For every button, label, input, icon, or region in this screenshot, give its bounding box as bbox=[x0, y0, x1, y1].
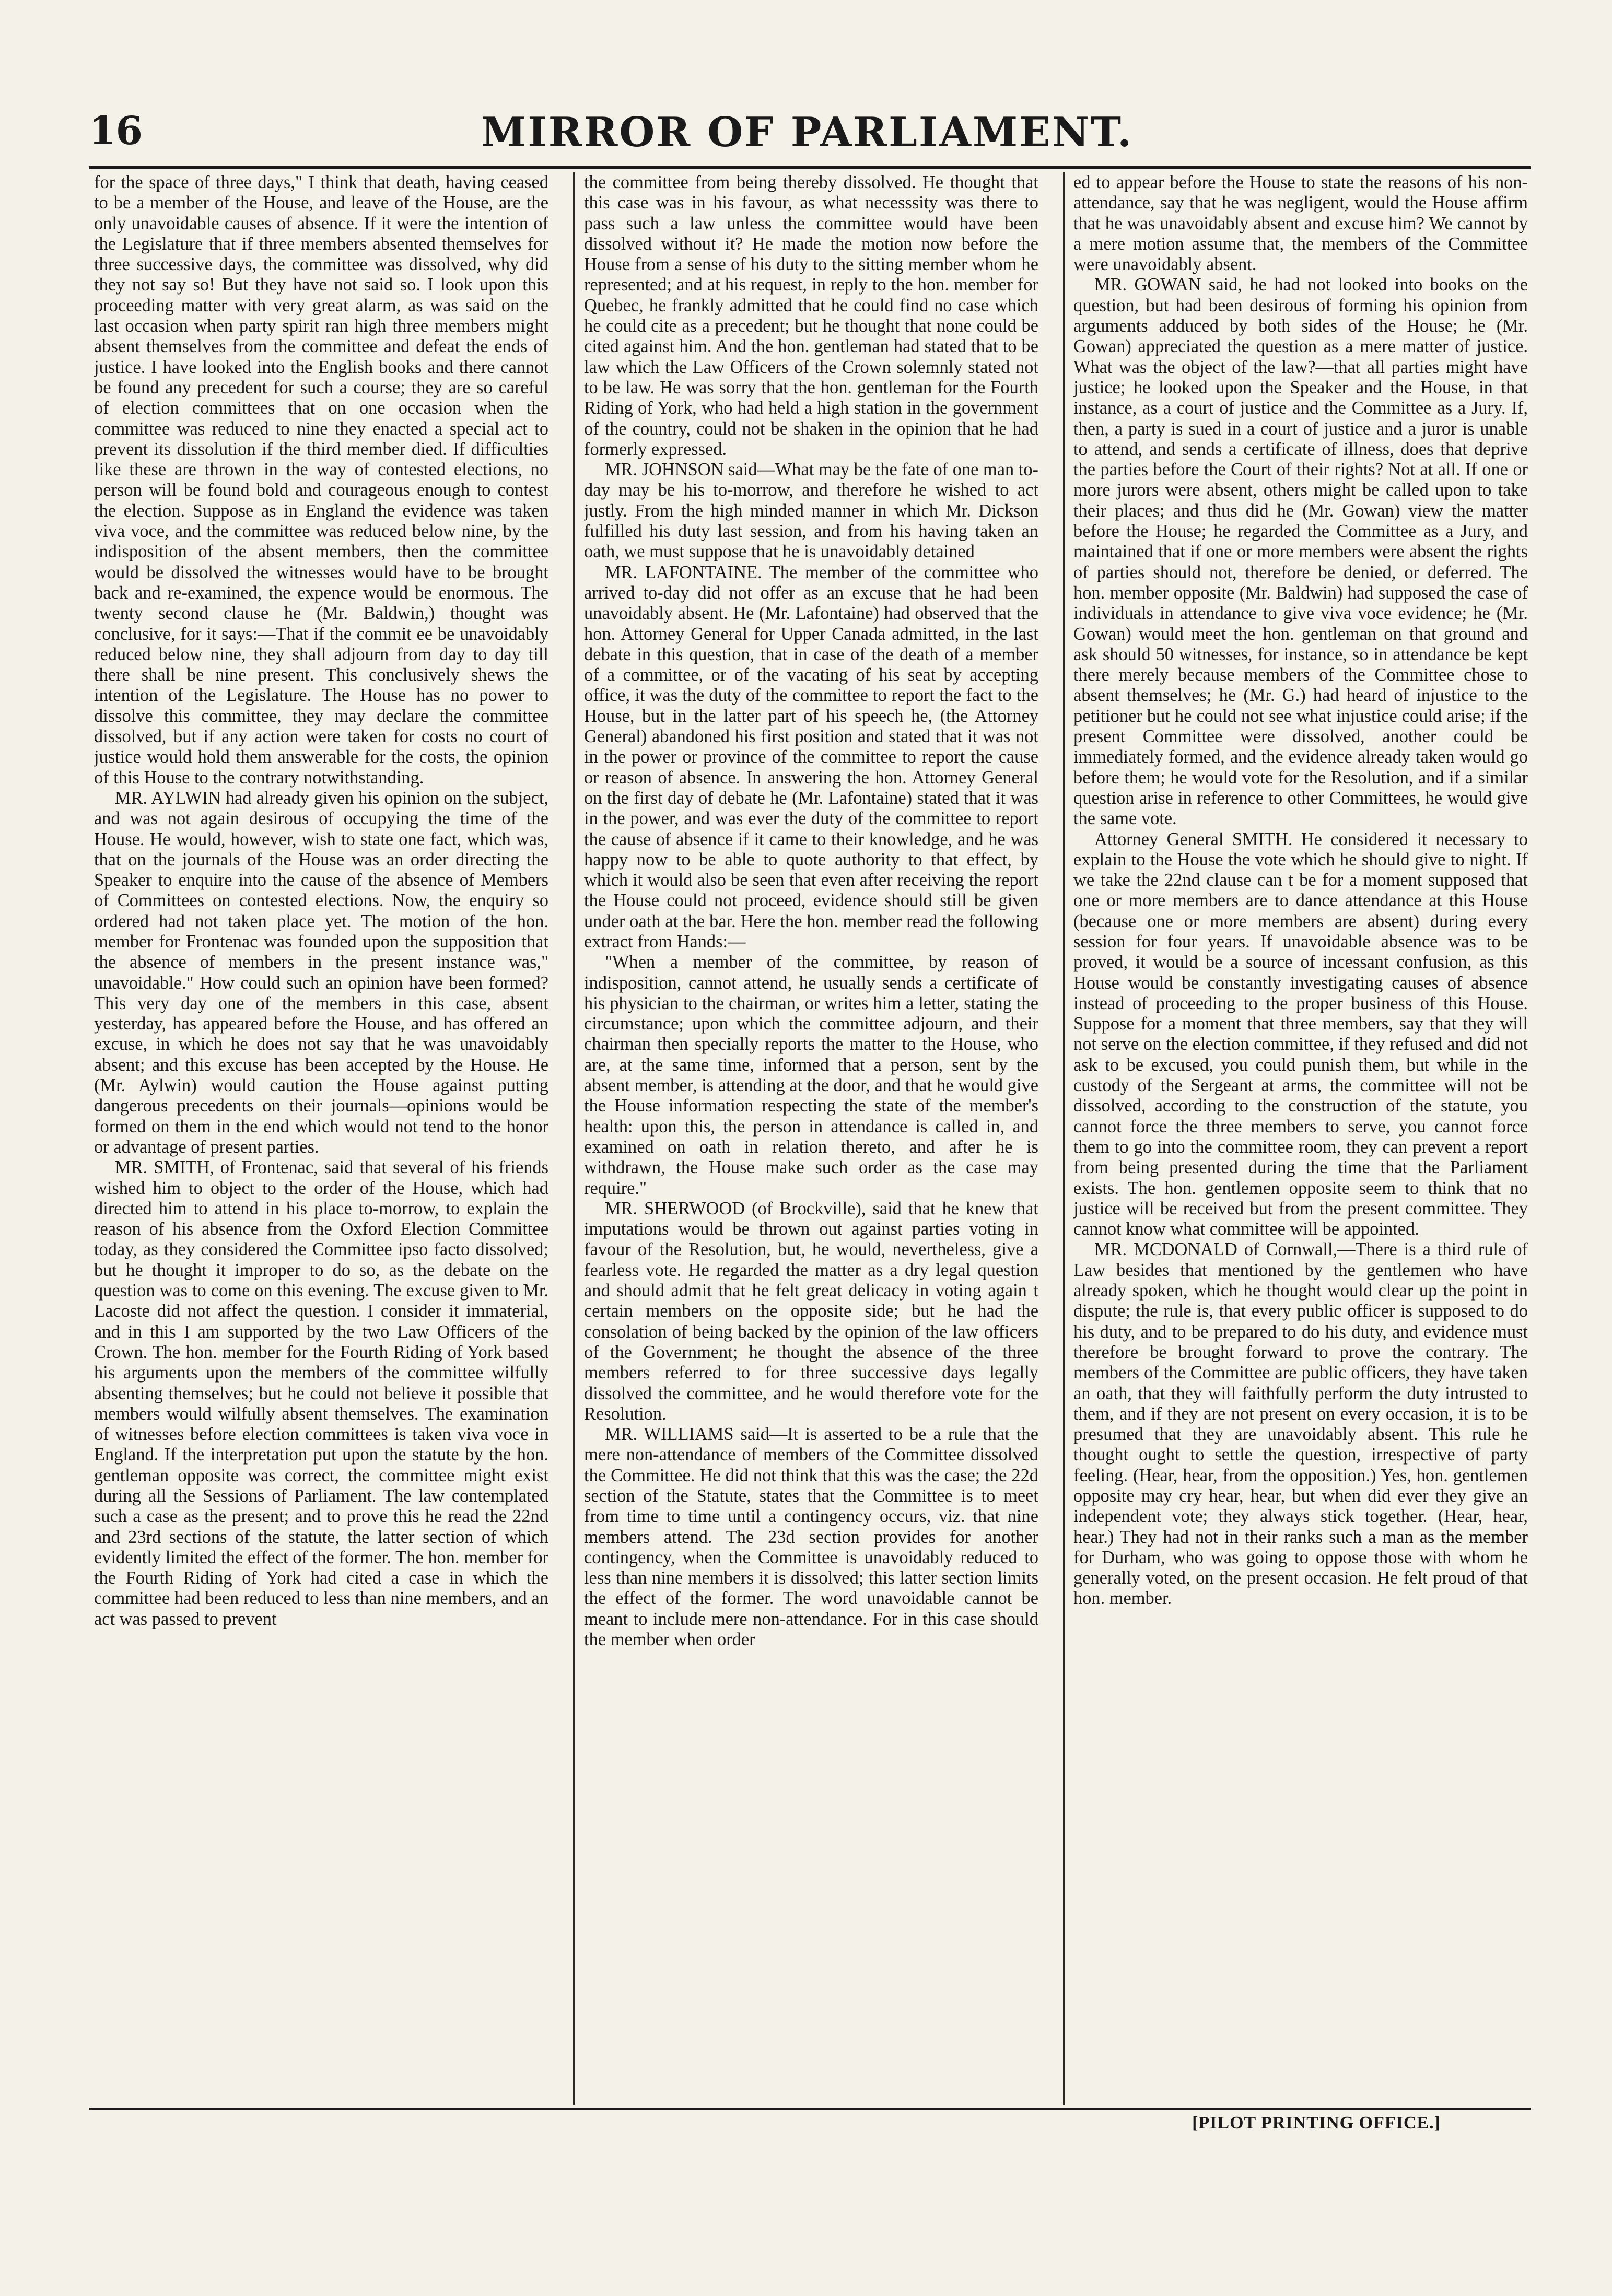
paragraph: MR. LAFONTAINE. The member of the committee who arrived to-day did not offer as an excuse that he had been unavoidably absent. He (Mr. Lafontaine) had observed that the hon. Attorney General for Upper Canada admitted, in the last debate in this question, that in case of the death of a member of a committee, or of the vacating of his seat by accepting office, it was the duty of the committee to report the fact to the House, but in the latter part of his speech he, (the Attorney General) abandoned his first position and stated that it was not in the power or province of the committee to report the cause or reason of absence. In answering the hon. Attorney General on the first day of debate he (Mr. Lafontaine) stated that it was in the power, and was ever the duty of the committee to report the cause of absence if it came to their knowledge, and he was happy now to be able to quote authority to that effect, by which it would also be seen that even after receiving the report the House could not proceed, evidence should still be given under oath at the bar. Here the hon. member read the following extract from Hands:— bbox=[584, 562, 1038, 952]
paragraph: the committee from being thereby dissolved. He thought that this case was in his favour, as what necesssity was there to pass such a law unless the committee would have been dissolved without it? He made the motion now before the House from a sense of his duty to the sitting member whom he represented; and at his request, in reply to the hon. member for Quebec, he frankly admitted that he could find no case which he could cite as a precedent; but he thought that none could be cited against him. And the hon. gentleman had stated that to be law which the Law Officers of the Crown solemnly stated not to be law. He was sorry that the hon. gentleman for the Fourth Riding of York, who had held a high station in the government of the country, could not be shaken in the opinion that he had formerly expressed. bbox=[584, 172, 1038, 459]
footer-rule bbox=[89, 2108, 1531, 2110]
quoted-extract: "When a member of the committee, by reason of indisposition, cannot attend, he usually sends a certificate of his physician to the chairman, or writes him a letter, stating the circumstance; upon which the committee adjourn, and their chairman then specially reports the matter to the House, who are, at the same time, informed that a person, sent by the absent member, is attending at the door, and that he would give the House information respecting the state of the member's health: upon this, the person in attendance is called in, and examined on oath in relation thereto, and after he is withdrawn, the House make such order as the case may require." bbox=[584, 952, 1038, 1198]
paragraph: MR. WILLIAMS said—It is asserted to be a rule that the mere non-attendance of members of the Committee dissolved the Committee. He did not think that this was the case; the 22d section of the Statute, states that the Committee is to meet from time to time until a contingency occurs, viz. that nine members attend. The 23d section provides for another contingency, when the Committee is unavoidably reduced to less than nine members it is dissolved; this latter section limits the effect of the former. The word unavoidable cannot be meant to include mere non-attendance. For in this case should the member when order bbox=[584, 1424, 1038, 1650]
page-number: 16 bbox=[89, 109, 143, 154]
paragraph: MR. AYLWIN had already given his opinion on the subject, and was not again desirous of occupying the time of the House. He would, however, wish to state one fact, which was, that on the journals of the House was an order directing the Speaker to enquire into the cause of the absence of Members of Committees on contested elections. Now, the enquiry so ordered had not taken place yet. The motion of the hon. member for Frontenac was founded upon the supposition that the absence of members in the present instance was," unavoidable." How could such an opinion have been formed? This very day one of the members in this case, absent yesterday, has appeared before the House, and has offered an excuse, in which he does not say that he was unavoidably absent; and this excuse has been accepted by the House. He (Mr. Aylwin) would caution the House against putting dangerous precedents on their journals—opinions would be formed on them in the end which would not tend to the honor or advantage of present parties. bbox=[94, 788, 548, 1157]
paragraph: MR. MCDONALD of Cornwall,—There is a third rule of Law besides that mentioned by the gentlemen who have already spoken, which he thought would clear up the point in dispute; the rule is, that every public officer is supposed to do his duty, and to be prepared to do his duty, and evidence must therefore be brought forward to prove the contrary. The members of the Committee are public officers, they have taken an oath, that they will faithfully perform the duty intrusted to them, and if they are not present on every occasion, it is to be presumed that they are unavoidably absent. This rule he thought ought to settle the question, irrespective of party feeling. (Hear, hear, from the opposition.) Yes, hon. gentlemen opposite may cry hear, hear, but when did ever they give an independent vote; they always stick together. (Hear, hear, hear.) They had not in their ranks such a man as the member for Durham, who was going to oppose those with whom he generally voted, on the present occasion. He felt proud of that hon. member. bbox=[1073, 1239, 1528, 1609]
paragraph: MR. GOWAN said, he had not looked into books on the question, but had been desirous of forming his opinion from arguments adduced by both sides of the House; he (Mr. Gowan) appreciated the question as a mere matter of justice. What was the object of the law?—that all parties might have justice; he looked upon the Speaker and the House, in that instance, as a court of justice and the Committee as a Jury. If, then, a party is sued in a court of justice and a juror is unable to attend, and sends a certificate of illness, does that deprive the parties before the Court of their rights? Not at all. If one or more jurors were absent, others might be called upon to take their places; and thus did he (Mr. Gowan) view the matter before the House; he regarded the Committee as a Jury, and maintained that if one or more members were absent the rights of parties should not, therefore be denied, or deferred. The hon. member opposite (Mr. Baldwin) had supposed the case of individuals in attendance to give viva voce evidence; he (Mr. Gowan) would meet the hon. gentleman on that ground and ask should 50 witnesses, for instance, so in attendance be kept there merely because members of the Committee chose to absent themselves; he (Mr. G.) had heard of injustice to the petitioner but he could not see what injustice could arise; if the present Committee were dissolved, another could be immediately formed, and the evidence already taken would go before them; he would vote for the Resolution, and if a similar question arise in reference to other Committees, he would give the same vote. bbox=[1073, 275, 1528, 829]
column-divider bbox=[573, 172, 575, 2105]
paragraph: MR. SHERWOOD (of Brockville), said that he knew that imputations would be thrown out against parties voting in favour of the Resolution, but, he would, nevertheless, give a fearless vote. He regarded the matter as a dry legal question and should admit that he felt great delicacy in voting again t certain members on the opposite side; but he had the consolation of being backed by the opinion of the law officers of the Government; he thought the absence of the three members referred to for three successive days legally dissolved the committee, and he would therefore vote for the Resolution. bbox=[584, 1198, 1038, 1424]
column-1 bbox=[94, 172, 548, 2105]
paragraph: MR. JOHNSON said—What may be the fate of one man to-day may be his to-morrow, and therefore he wished to act justly. From the high minded manner in which Mr. Dickson fulfilled his duty last session, and from his having taken an oath, we must suppose that he is unavoidably detained bbox=[584, 460, 1038, 562]
column-3 bbox=[1073, 172, 1528, 2105]
printer-imprint: [PILOT PRINTING OFFICE.] bbox=[1192, 2113, 1441, 2133]
header-rule bbox=[89, 166, 1531, 169]
page-header bbox=[89, 109, 1525, 161]
column-2 bbox=[584, 172, 1038, 2105]
paragraph: ed to appear before the House to state the reasons of his non-attendance, say that he was negligent, would the House affirm that he was unavoidably absent and excuse him? We cannot by a mere motion assume that, the members of the Committee were unavoidably absent. bbox=[1073, 172, 1528, 275]
paragraph: Attorney General SMITH. He considered it necessary to explain to the House the vote which he should give to night. If we take the 22nd clause can t be for a moment supposed that one or more members are to dance attendance at this House (because one or more members are absent) during every session for four years. If unavoidable absence was to be proved, it would be a source of incessant confusion, as this House would be constantly investigating causes of absence instead of proceeding to the proper business of this House. Suppose for a moment that three members, say that they will not serve on the election committee, if they refused and did not ask to be excused, you could punish them, but while in the custody of the Sergeant at arms, the committee will not be dissolved, according to the construction of the statute, you cannot force the three members to serve, you cannot force them to go into the committee room, they can prevent a report from being presented during the time that the Parliament exists. The hon. gentlemen opposite seem to think that no justice will be received but from the present committee. They cannot know what committee will be appointed. bbox=[1073, 829, 1528, 1239]
column-divider bbox=[1063, 172, 1065, 2105]
paragraph: MR. SMITH, of Frontenac, said that several of his friends wished him to object to the order of the House, which had directed him to attend in his place to-morrow, to explain the reason of his absence from the Oxford Election Committee today, as they considered the Committee ipso facto dissolved; but he thought it improper to do so, as the debate on the question was to come on this evening. The excuse given to Mr. Lacoste did not affect the question. I consider it immaterial, and in this I am supported by the two Law Officers of the Crown. The hon. member for the Fourth Riding of York based his arguments upon the members of the committee wilfully absenting themselves; but he could not believe it possible that members would wilfully absent themselves. The examination of witnesses before election committees is taken viva voce in England. If the interpretation put upon the statute by the hon. gentleman opposite was correct, the committee might exist during all the Sessions of Parliament. The law contemplated such a case as the present; and to prove this he read the 22nd and 23rd sections of the statute, the latter section of which evidently limited the effect of the former. The hon. member for the Fourth Riding of York had cited a case in which the committee had been reduced to less than nine members, and an act was passed to prevent bbox=[94, 1157, 548, 1629]
paragraph: for the space of three days," I think that death, having ceased to be a member of the House, and leave of the House, are the only unavoidable causes of absence. If it were the intention of the Legislature that if three members absented themselves for three successive days, the committee was dissolved, why did they not say so! But they have not said so. I look upon this proceeding matter with very great alarm, as was said on the last occasion when party spirit ran high three members might absent themselves from the committee and defeat the ends of justice. I have looked into the English books and there cannot be found any precedent for such a course; they are so careful of election committees that on one occasion when the committee was reduced to nine they enacted a special act to prevent its dissolution if the third member died. If difficulties like these are thrown in the way of contested elections, no person will be found bold and courageous enough to contest the election. Suppose as in England the evidence was taken viva voce, and the committee was reduced below nine, by the indisposition of the absent members, then the committee would be dissolved the witnesses would have to be brought back and re-examined, the expence would be enormous. The twenty second clause he (Mr. Baldwin,) thought was conclusive, for it says:—That if the commit ee be unavoidably reduced below nine, they shall adjourn from day to day till there shall be nine present. This conclusively shews the intention of the Legislature. The House has no power to dissolve this committee, they may declare the committee dissolved, but if any action were taken for costs no court of justice would hold them answerable for the costs, the opinion of this House to the contrary notwithstanding. bbox=[94, 172, 548, 788]
masthead-title: MIRROR OF PARLIAMENT. bbox=[481, 109, 1134, 156]
